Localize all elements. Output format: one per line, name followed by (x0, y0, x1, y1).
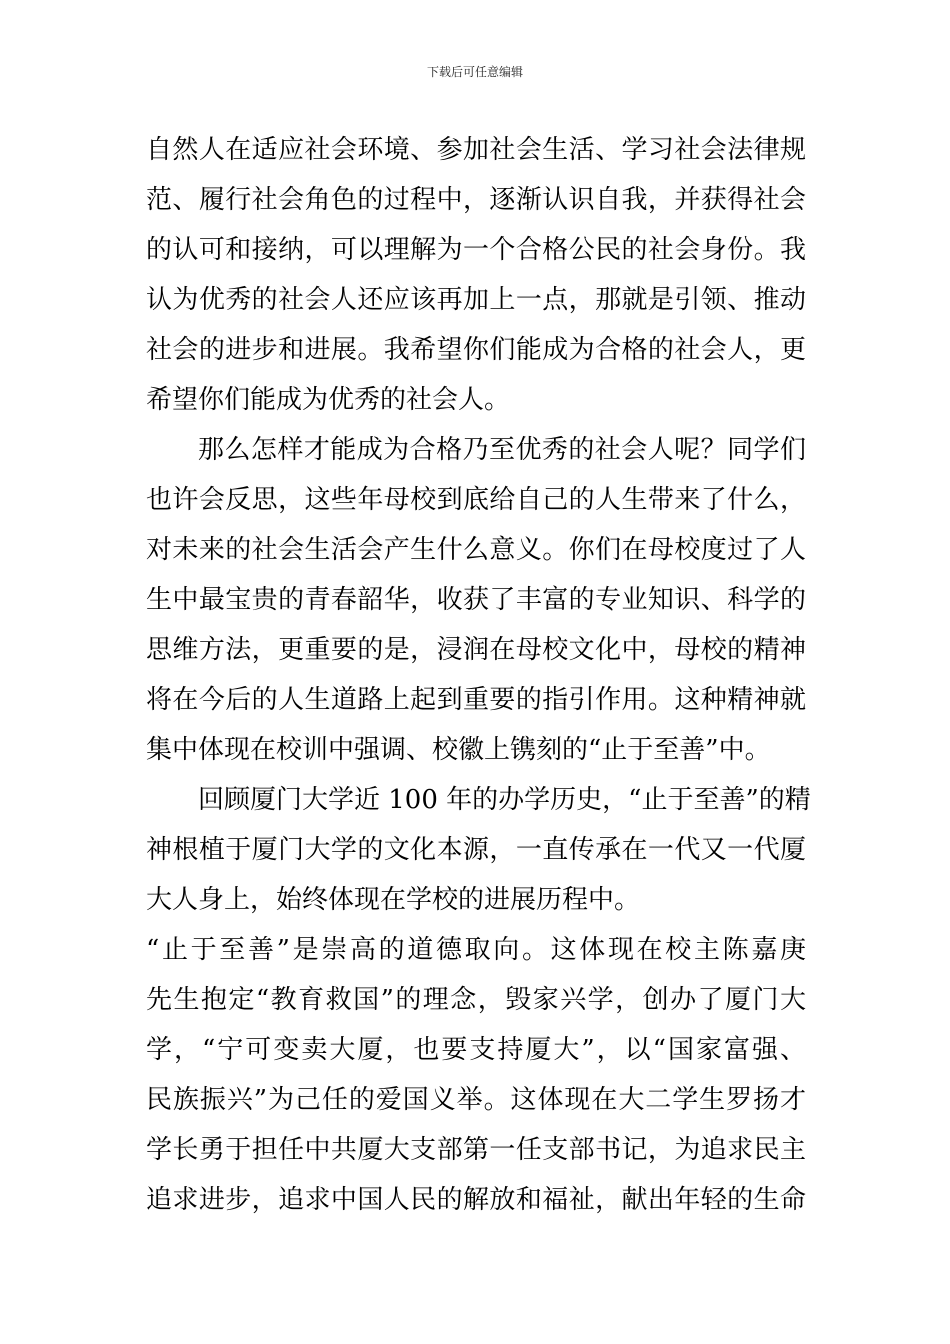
paragraph-3-line-1: 回顾厦门大学近 100 年的办学历史，“止于至善”的精 (198, 785, 811, 815)
paragraph-1-line-4: 认为优秀的社会人还应该再加上一点，那就是引领、推动 (146, 285, 806, 315)
paragraph-1-line-1: 自然人在适应社会环境、参加社会生活、学习社会法律规 (146, 135, 806, 165)
paragraph-2-line-2: 也许会反思，这些年母校到底给自己的人生带来了什么， (146, 485, 806, 515)
paragraph-3-line-2: 神根植于厦门大学的文化本源，一直传承在一代又一代厦 (146, 835, 806, 865)
paragraph-1-line-2: 范、履行社会角色的过程中，逐渐认识自我，并获得社会 (146, 185, 806, 215)
document-body (146, 125, 811, 1225)
paragraph-4-line-4: 民族振兴”为己任的爱国义举。这体现在大二学生罗扬才 (146, 1085, 806, 1115)
paragraph-2-line-3: 对未来的社会生活会产生什么意义。你们在母校度过了人 (146, 535, 806, 565)
paragraph-2-line-7: 集中体现在校训中强调、校徽上镌刻的“止于至善”中。 (146, 735, 771, 765)
paragraph-1-line-6: 希望你们能成为优秀的社会人。 (146, 385, 511, 415)
paragraph-4-line-1: “止于至善”是崇高的道德取向。这体现在校主陈嘉庚 (146, 935, 806, 965)
paragraph-4-line-6: 追求进步，追求中国人民的解放和福祉，献出年轻的生命 (146, 1185, 806, 1215)
paragraph-4-line-5: 学长勇于担任中共厦大支部第一任支部书记，为追求民主 (146, 1135, 806, 1165)
paragraph-2-line-4: 生中最宝贵的青春韶华，收获了丰富的专业知识、科学的 (146, 585, 806, 615)
paragraph-1-line-5: 社会的进步和进展。我希望你们能成为合格的社会人，更 (146, 335, 806, 365)
paragraph-1-line-3: 的认可和接纳，可以理解为一个合格公民的社会身份。我 (146, 235, 806, 265)
paragraph-4-line-2: 先生抱定“教育救国”的理念，毁家兴学，创办了厦门大 (146, 985, 806, 1015)
paragraph-3-line-3: 大人身上，始终体现在学校的进展历程中。 (146, 885, 641, 915)
paragraph-2-line-6: 将在今后的人生道路上起到重要的指引作用。这种精神就 (146, 685, 806, 715)
paragraph-2-line-1: 那么怎样才能成为合格乃至优秀的社会人呢？同学们 (198, 435, 806, 465)
page-header: 下载后可任意编辑 (426, 65, 523, 79)
paragraph-2-line-5: 思维方法，更重要的是，浸润在母校文化中，母校的精神 (146, 635, 806, 665)
paragraph-4-line-3: 学，“宁可变卖大厦，也要支持厦大”，以“国家富强、 (146, 1035, 806, 1065)
